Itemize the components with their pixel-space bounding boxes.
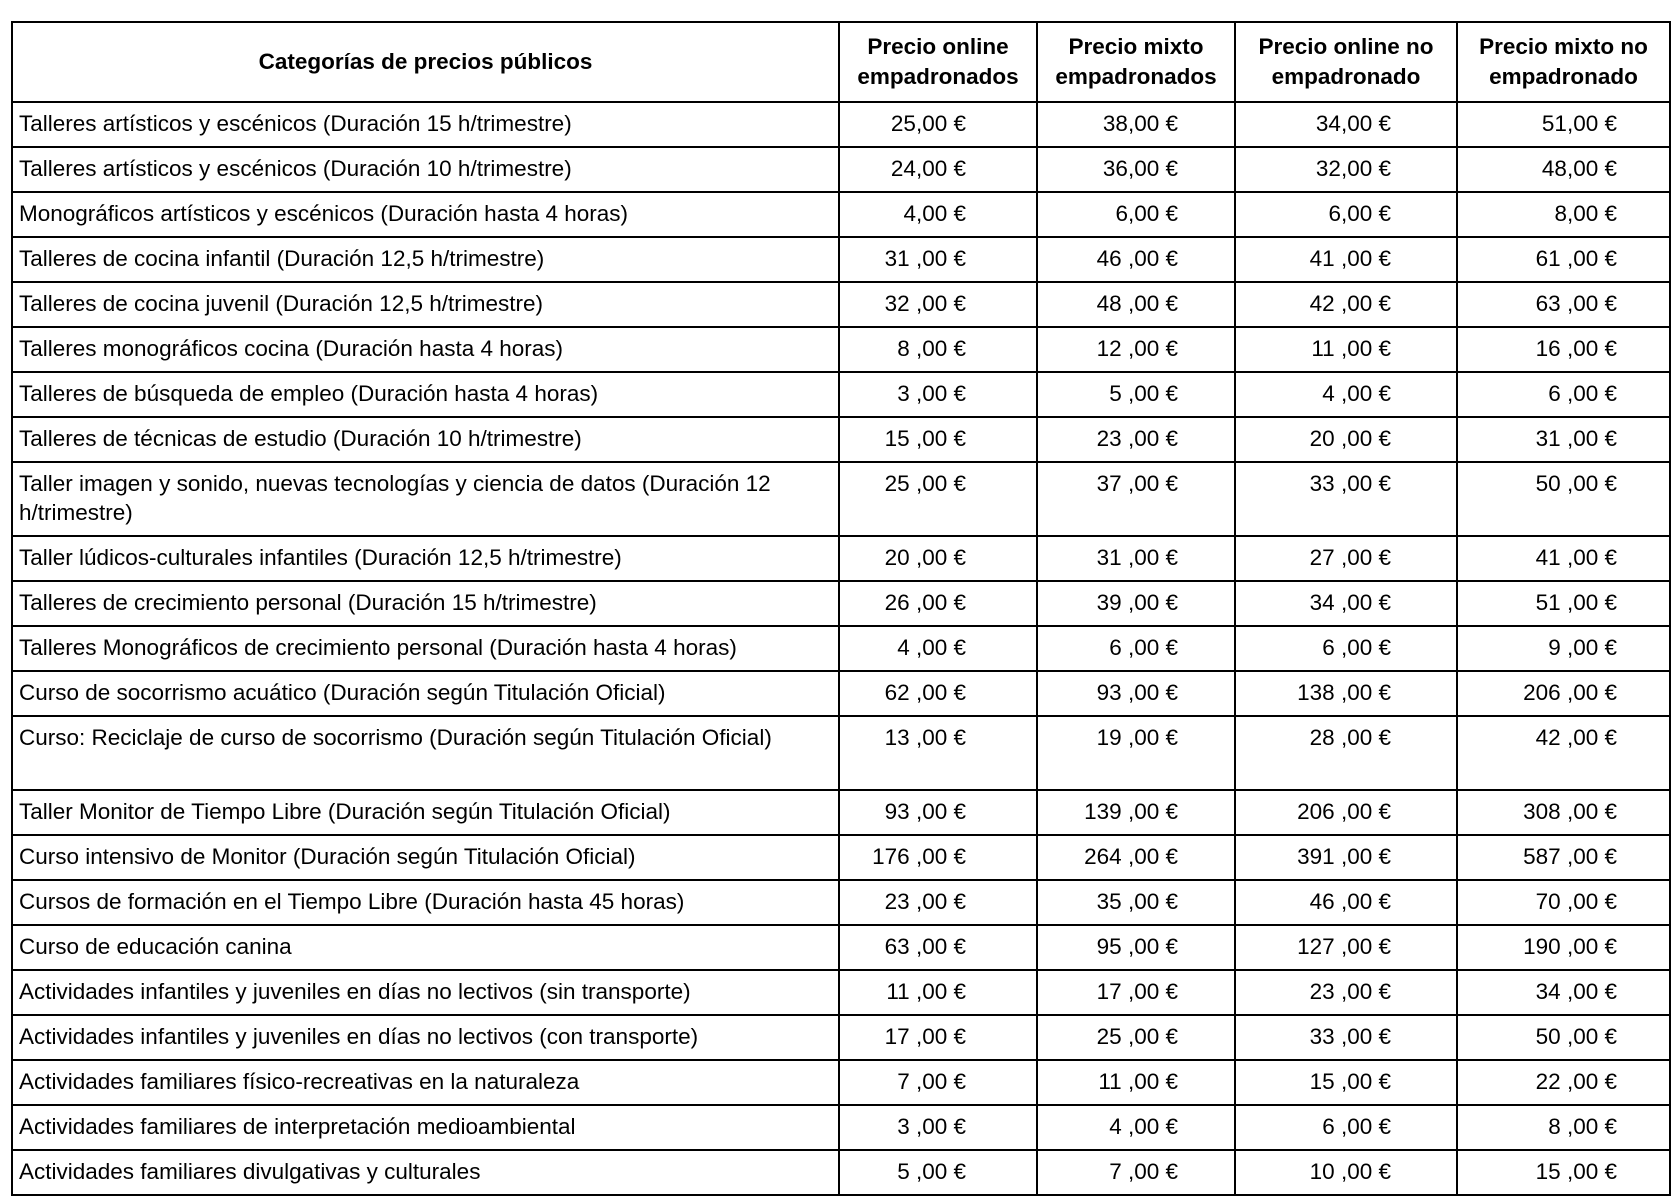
table-row [12, 102, 1670, 147]
price-mixed-unregistered: 22 ,00 € [1457, 1060, 1670, 1105]
price-online-unregistered: 46 ,00 € [1235, 880, 1457, 925]
price-mixed-registered: 6 ,00 € [1037, 626, 1235, 671]
price-online-registered: 93 ,00 € [839, 790, 1037, 835]
category-cell: Talleres artísticos y escénicos (Duración 10 h/trimestre) [12, 147, 839, 192]
category-cell: Talleres de cocina infantil (Duración 12,5 h/trimestre) [12, 237, 839, 282]
price-mixed-registered: 25 ,00 € [1037, 1015, 1235, 1060]
category-cell: Actividades familiares divulgativas y culturales [12, 1150, 839, 1195]
price-mixed-unregistered: 9 ,00 € [1457, 626, 1670, 671]
table-row [12, 536, 1670, 581]
table-row [12, 1015, 1670, 1060]
price-online-unregistered: 15 ,00 € [1235, 1060, 1457, 1105]
price-mixed-unregistered: 8 ,00 € [1457, 1105, 1670, 1150]
table-row [12, 880, 1670, 925]
price-online-unregistered: 4 ,00 € [1235, 372, 1457, 417]
price-online-registered: 3 ,00 € [839, 372, 1037, 417]
table-row [12, 671, 1670, 716]
price-mixed-registered: 31 ,00 € [1037, 536, 1235, 581]
table-row [12, 327, 1670, 372]
table-row [12, 282, 1670, 327]
price-mixed-registered: 4 ,00 € [1037, 1105, 1235, 1150]
price-mixed-unregistered: 6 ,00 € [1457, 372, 1670, 417]
category-cell: Actividades familiares de interpretación medioambiental [12, 1105, 839, 1150]
price-mixed-registered: 5 ,00 € [1037, 372, 1235, 417]
price-mixed-unregistered: 61 ,00 € [1457, 237, 1670, 282]
price-online-unregistered: 138 ,00 € [1235, 671, 1457, 716]
price-mixed-registered: 95 ,00 € [1037, 925, 1235, 970]
price-mixed-unregistered: 50 ,00 € [1457, 462, 1670, 536]
table-row [12, 1105, 1670, 1150]
category-cell: Monográficos artísticos y escénicos (Duración hasta 4 horas) [12, 192, 839, 237]
table-row [12, 147, 1670, 192]
price-mixed-unregistered: 16 ,00 € [1457, 327, 1670, 372]
table-row [12, 925, 1670, 970]
price-mixed-unregistered: 51 ,00 € [1457, 581, 1670, 626]
table-row [12, 237, 1670, 282]
category-cell: Curso de socorrismo acuático (Duración según Titulación Oficial) [12, 671, 839, 716]
price-mixed-unregistered: 63 ,00 € [1457, 282, 1670, 327]
header-online-unregistered: Precio online no empadronado [1235, 22, 1457, 102]
price-mixed-unregistered: 34 ,00 € [1457, 970, 1670, 1015]
price-online-unregistered: 6 ,00 € [1235, 1105, 1457, 1150]
price-mixed-registered: 46 ,00 € [1037, 237, 1235, 282]
price-online-registered: 11 ,00 € [839, 970, 1037, 1015]
price-mixed-unregistered: 42 ,00 € [1457, 716, 1670, 790]
header-online-registered: Precio online empadronados [839, 22, 1037, 102]
price-online-unregistered: 27 ,00 € [1235, 536, 1457, 581]
price-online-unregistered: 23 ,00 € [1235, 970, 1457, 1015]
category-cell: Actividades infantiles y juveniles en días no lectivos (con transporte) [12, 1015, 839, 1060]
price-online-registered: 5 ,00 € [839, 1150, 1037, 1195]
price-mixed-registered: 35 ,00 € [1037, 880, 1235, 925]
category-cell: Taller Monitor de Tiempo Libre (Duración según Titulación Oficial) [12, 790, 839, 835]
price-online-registered: 26 ,00 € [839, 581, 1037, 626]
price-table-body [12, 102, 1670, 1195]
header-row [12, 22, 1670, 102]
table-row [12, 716, 1670, 790]
price-mixed-registered: 6,00 € [1037, 192, 1235, 237]
price-mixed-unregistered: 15 ,00 € [1457, 1150, 1670, 1195]
price-online-registered: 8 ,00 € [839, 327, 1037, 372]
price-mixed-unregistered: 48,00 € [1457, 147, 1670, 192]
price-mixed-registered: 39 ,00 € [1037, 581, 1235, 626]
price-online-registered: 17 ,00 € [839, 1015, 1037, 1060]
category-cell: Talleres de cocina juvenil (Duración 12,5 h/trimestre) [12, 282, 839, 327]
price-mixed-registered: 93 ,00 € [1037, 671, 1235, 716]
price-online-registered: 62 ,00 € [839, 671, 1037, 716]
price-mixed-unregistered: 70 ,00 € [1457, 880, 1670, 925]
price-online-unregistered: 34 ,00 € [1235, 581, 1457, 626]
price-online-registered: 13 ,00 € [839, 716, 1037, 790]
header-mixed-registered: Precio mixto empadronados [1037, 22, 1235, 102]
table-row [12, 835, 1670, 880]
price-mixed-unregistered: 190 ,00 € [1457, 925, 1670, 970]
price-online-registered: 4 ,00 € [839, 626, 1037, 671]
price-online-registered: 32 ,00 € [839, 282, 1037, 327]
category-cell: Talleres de crecimiento personal (Duración 15 h/trimestre) [12, 581, 839, 626]
price-online-unregistered: 28 ,00 € [1235, 716, 1457, 790]
price-online-unregistered: 32,00 € [1235, 147, 1457, 192]
price-online-unregistered: 10 ,00 € [1235, 1150, 1457, 1195]
price-online-registered: 20 ,00 € [839, 536, 1037, 581]
price-online-unregistered: 11 ,00 € [1235, 327, 1457, 372]
header-mixed-unregistered: Precio mixto no empadronado [1457, 22, 1670, 102]
table-row [12, 790, 1670, 835]
category-cell: Curso: Reciclaje de curso de socorrismo (Duración según Titulación Oficial) [12, 716, 839, 790]
table-row [12, 462, 1670, 536]
price-mixed-registered: 139 ,00 € [1037, 790, 1235, 835]
price-online-unregistered: 206 ,00 € [1235, 790, 1457, 835]
price-mixed-registered: 48 ,00 € [1037, 282, 1235, 327]
price-mixed-registered: 38,00 € [1037, 102, 1235, 147]
price-online-registered: 7 ,00 € [839, 1060, 1037, 1105]
price-online-unregistered: 33 ,00 € [1235, 462, 1457, 536]
price-online-registered: 25,00 € [839, 102, 1037, 147]
price-online-unregistered: 391 ,00 € [1235, 835, 1457, 880]
price-mixed-registered: 17 ,00 € [1037, 970, 1235, 1015]
price-mixed-unregistered: 50 ,00 € [1457, 1015, 1670, 1060]
category-cell: Taller imagen y sonido, nuevas tecnologías y ciencia de datos (Duración 12 h/trimestre) [12, 462, 839, 536]
price-online-registered: 4,00 € [839, 192, 1037, 237]
price-mixed-unregistered: 206 ,00 € [1457, 671, 1670, 716]
price-online-unregistered: 6 ,00 € [1235, 626, 1457, 671]
category-cell: Curso intensivo de Monitor (Duración según Titulación Oficial) [12, 835, 839, 880]
price-online-unregistered: 42 ,00 € [1235, 282, 1457, 327]
price-table [11, 21, 1671, 1196]
table-row [12, 1060, 1670, 1105]
price-online-unregistered: 6,00 € [1235, 192, 1457, 237]
category-cell: Cursos de formación en el Tiempo Libre (Duración hasta 45 horas) [12, 880, 839, 925]
category-cell: Actividades infantiles y juveniles en días no lectivos (sin transporte) [12, 970, 839, 1015]
table-row [12, 970, 1670, 1015]
category-cell: Curso de educación canina [12, 925, 839, 970]
category-cell: Talleres de técnicas de estudio (Duración 10 h/trimestre) [12, 417, 839, 462]
price-online-unregistered: 34,00 € [1235, 102, 1457, 147]
price-online-unregistered: 41 ,00 € [1235, 237, 1457, 282]
price-online-registered: 31 ,00 € [839, 237, 1037, 282]
price-mixed-registered: 11 ,00 € [1037, 1060, 1235, 1105]
table-row [12, 192, 1670, 237]
price-mixed-registered: 37 ,00 € [1037, 462, 1235, 536]
price-online-registered: 63 ,00 € [839, 925, 1037, 970]
price-mixed-unregistered: 587 ,00 € [1457, 835, 1670, 880]
category-cell: Talleres de búsqueda de empleo (Duración hasta 4 horas) [12, 372, 839, 417]
price-table-header [12, 22, 1670, 102]
price-mixed-unregistered: 8,00 € [1457, 192, 1670, 237]
price-mixed-registered: 23 ,00 € [1037, 417, 1235, 462]
price-online-registered: 23 ,00 € [839, 880, 1037, 925]
price-mixed-registered: 19 ,00 € [1037, 716, 1235, 790]
price-online-registered: 3 ,00 € [839, 1105, 1037, 1150]
price-mixed-unregistered: 31 ,00 € [1457, 417, 1670, 462]
price-mixed-unregistered: 41 ,00 € [1457, 536, 1670, 581]
table-row [12, 1150, 1670, 1195]
price-online-registered: 15 ,00 € [839, 417, 1037, 462]
category-cell: Actividades familiares físico-recreativas en la naturaleza [12, 1060, 839, 1105]
category-cell: Talleres Monográficos de crecimiento personal (Duración hasta 4 horas) [12, 626, 839, 671]
header-category: Categorías de precios públicos [12, 22, 839, 102]
table-row [12, 626, 1670, 671]
price-online-registered: 24,00 € [839, 147, 1037, 192]
category-cell: Taller lúdicos-culturales infantiles (Duración 12,5 h/trimestre) [12, 536, 839, 581]
price-online-registered: 25 ,00 € [839, 462, 1037, 536]
table-row [12, 372, 1670, 417]
price-mixed-registered: 7 ,00 € [1037, 1150, 1235, 1195]
category-cell: Talleres artísticos y escénicos (Duración 15 h/trimestre) [12, 102, 839, 147]
price-online-registered: 176 ,00 € [839, 835, 1037, 880]
price-online-unregistered: 33 ,00 € [1235, 1015, 1457, 1060]
category-cell: Talleres monográficos cocina (Duración hasta 4 horas) [12, 327, 839, 372]
price-online-unregistered: 127 ,00 € [1235, 925, 1457, 970]
price-mixed-unregistered: 51,00 € [1457, 102, 1670, 147]
price-mixed-registered: 12 ,00 € [1037, 327, 1235, 372]
price-mixed-registered: 264 ,00 € [1037, 835, 1235, 880]
table-row [12, 581, 1670, 626]
price-online-unregistered: 20 ,00 € [1235, 417, 1457, 462]
price-mixed-registered: 36,00 € [1037, 147, 1235, 192]
table-row [12, 417, 1670, 462]
price-mixed-unregistered: 308 ,00 € [1457, 790, 1670, 835]
